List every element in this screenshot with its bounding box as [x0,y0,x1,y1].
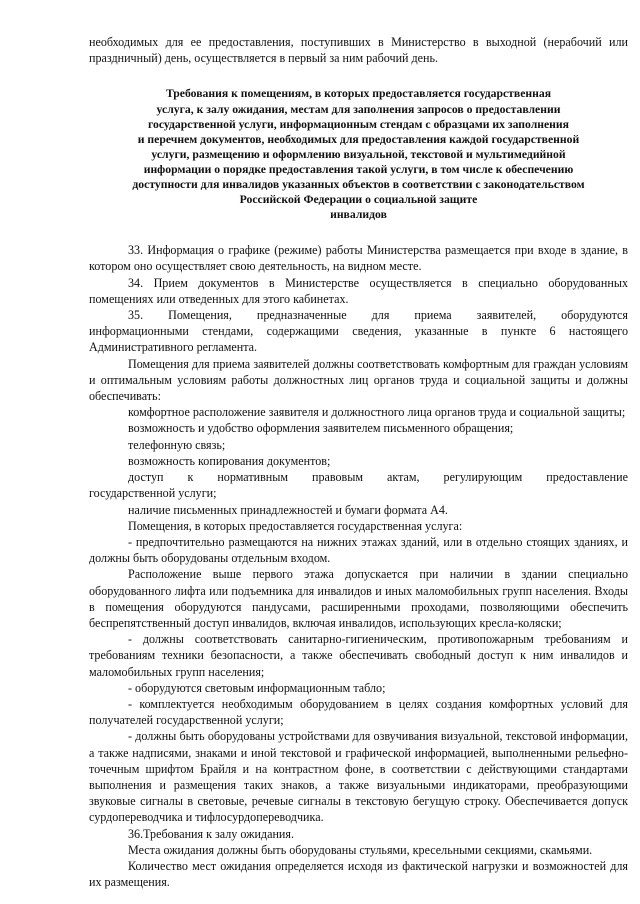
section-title [89,86,628,222]
list-item: - должны быть оборудованы устройствами для озвучивания визуальной, текстовой информации, а также надписями, знаками и иной текстовой и графической информацией, выполненными рельефно-точечным шрифтом Брайля и на контрастном фоне, в соответствии с действующими стандартами выполнения и размещения таких знаков, а также визуальными индикаторами, преобразующими звуковые сигналы в световые, речевые сигналы в текстовую бегущую строку. Обеспечивается допуск сурдопереводчика и тифлосурдопереводчика. [89,729,628,825]
waiting-places-paragraph: Места ожидания должны быть оборудованы стульями, кресельными секциями, скамьями. [128,842,593,857]
word: предоставление [546,470,628,485]
title-line: государственной услуги, информационным стендам с образцами их заполнения [148,117,569,131]
access-line-rest: государственной услуги; [89,486,217,501]
word: приема [414,308,452,323]
list-item: телефонную связь; [128,437,226,452]
title-line: инвалидов [330,208,387,222]
list-item: - комплектуется необходимым оборудованием в целях создания комфортных условий для получателей государственной услуги; [89,696,628,728]
rooms-where-paragraph: Помещения, в которых предоставляется государственная услуга: [128,518,463,533]
paragraph-36: 36.Требования к залу ожидания. [128,826,294,841]
title-line: и перечнем документов, необходимых для предоставления каждой государственной [137,132,580,146]
paragraph-33: 33. Информация о графике (режиме) работы Министерства размещается при входе в здание, в котором оно осуществляет свою деятельность, на видном месте. [89,243,628,274]
list-item: возможность и удобство оформления заявителем письменного обращения; [128,421,514,436]
title-line: услуга, к залу ожидания, местам для заполнения запросов о предоставлении [156,102,561,116]
word: Помещения, [168,308,232,323]
list-item: комфортное расположение заявителя и должностного лица органов труда и социальной защиты; [128,405,626,420]
paragraph-35-rest: информационными стендами, содержащими сведения, указанные в пункте 6 настоящего Административного регламента. [89,324,628,355]
word: заявителей, [476,308,537,323]
word: доступ [128,470,164,485]
rooms-requirements-paragraph: Помещения для приема заявителей должны соответствовать комфортным для граждан условиям и оптимальным условиям работы должностных лиц органов труда и социальной защиты и должны обеспечивать: [89,356,628,404]
word: 35. [128,308,144,323]
waiting-count-paragraph: Количество мест ожидания определяется исходя из фактической нагрузки и возможностей для их размещения. [89,858,628,890]
access-line [89,469,628,485]
title-line: Требования к помещениям, в которых предоставляется государственная [165,87,552,101]
word: актам, [387,470,420,485]
above-first-floor-paragraph: Расположение выше первого этажа допускается при наличии в здании специально оборудованного лифта или подъемника для инвалидов и иных маломобильных групп населения. Входы в помещения оборудуются пандусами, расширенными проходами, позволяющими обеспечить беспрепятственный доступ инвалидов, включая инвалидов, использующих кресла-коляски; [89,567,628,630]
word: правовым [312,470,364,485]
title-line: Российской Федерации о социальной защите [239,193,478,207]
word: к [187,470,194,485]
paragraph-34: 34. Прием документов в Министерстве осуществляется в специально оборудованных помещениях или отведенных для этого кабинетах. [89,275,628,306]
word: для [371,308,390,323]
list-item: - оборудуются световым информационным табло; [128,680,386,695]
word: оборудуются [561,308,628,323]
paragraph-35-first-line [89,307,628,323]
list-item: - предпочтительно размещаются на нижних этажах зданий, или в отдельно стоящих зданиях, и должны быть оборудованы отдельным входом. [89,534,628,566]
word: предназначенные [256,308,347,323]
list-item: возможность копирования документов; [128,453,331,468]
list-item: - должны соответствовать санитарно-гигиеническим, противопожарным требованиям и требованиям техники безопасности, а также обеспечивать свободный доступ к ним инвалидов и маломобильных групп населения; [89,632,628,679]
title-line: информации о порядке предоставления такой услуги, в том числе к обеспечению [143,162,574,176]
title-line: услуги, размещению и оформлению визуальной, текстовой и мультимедийной [151,147,566,161]
word: нормативным [217,470,289,485]
title-line: доступности для инвалидов указанных объектов в соответствии с законодательством [132,177,585,191]
list-item: наличие письменных принадлежностей и бумаги формата А4. [128,502,448,517]
intro-paragraph: необходимых для ее предоставления, поступивших в Министерство в выходной (нерабочий или праздничный) день, осуществляется в первый за ним рабочий день. [89,35,628,66]
word: регулирующим [443,470,523,485]
